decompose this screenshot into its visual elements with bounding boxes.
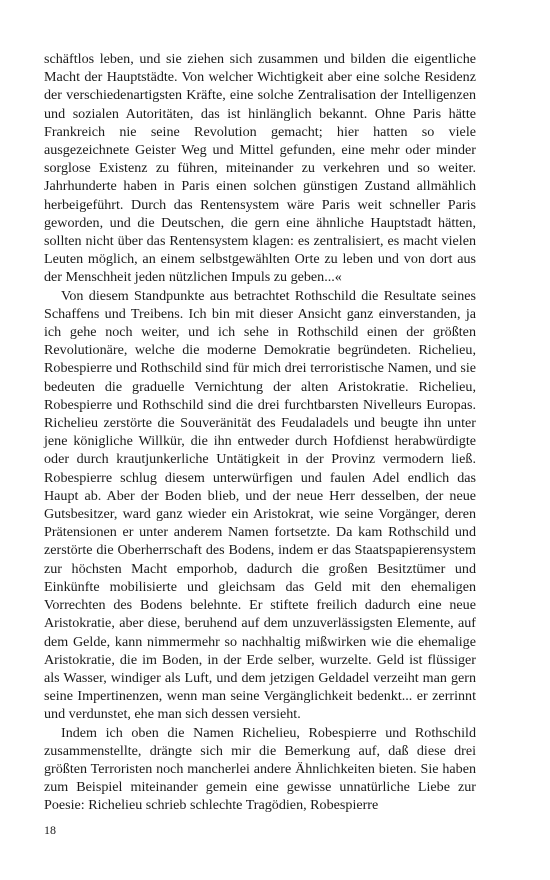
paragraph-three-terrorists: Indem ich oben die Namen Richelieu, Robespierre und Rothschild zusammenstellte, drängte sich mir die Bemerkung auf, daß diese drei größten Terroristen noch mancherlei andere Ähnlichkeiten bieten. Sie haben zum Beispiel miteinander gemein eine gewisse unnatürliche Liebe zur Poesie: Richelieu schrieb schlechte Tragödien, Robespierre (44, 724, 476, 814)
page-body (44, 50, 476, 815)
paragraph-rothschild-revolutionary: Von diesem Standpunkte aus betrachtet Rothschild die Resultate seines Schaffens und Treibens. Ich bin mit dieser Ansicht ganz einverstanden, ja ich gehe noch weiter, und ich sehe in Rothschild einen der größten Revolutionäre, welche die moderne Demokratie begründeten. Richelieu, Robespierre und Rothschild sind für mich drei terroristische Namen, und sie bedeuten die graduelle Vernichtung der alten Aristokratie. Richelieu, Robespierre und Rothschild sind die drei furchtbarsten Nivelleurs Europas. Richelieu zerstörte die Souveränität des Feudaladels und beugte ihn unter jene königliche Willkür, die ihn entweder durch Hofdienst herabwürdigte oder durch krautjunkerliche Untätigkeit in der Provinz vermodern ließ. Robespierre schlug diesem unterwürfigen und faulen Adel endlich das Haupt ab. Aber der Boden blieb, und der neue Herr desselben, der neue Gutsbesitzer, ward ganz wieder ein Aristokrat, wie seine Vorgänger, deren Prätensionen er unter anderem Namen fortsetzte. Da kam Rothschild und zerstörte die Oberherrschaft des Bodens, indem er das Staatspapierensystem zur höchsten Macht emporhob, dadurch die großen Besitztümer und Einkünfte mobilisierte und gleichsam das Geld mit den ehemaligen Vorrechten des Bodens belehnte. Er stiftete freilich dadurch eine neue Aristokratie, aber diese, beruhend auf dem unzuverlässigsten Elemente, auf dem Gelde, kann nimmermehr so nachhaltig mißwirken wie die ehemalige Aristokratie, die im Boden, in der Erde selber, wurzelte. Geld ist flüssiger als Wasser, windiger als Luft, und dem jetzigen Geldadel verzeiht man gern seine Impertinenzen, wenn man seine Vergänglichkeit bedenkt... er zerrinnt und verdunstet, ehe man sich dessen versieht. (44, 287, 476, 723)
page-number: 18 (44, 823, 56, 837)
paragraph-continued: schäftlos leben, und sie ziehen sich zusammen und bilden die eigentliche Macht der Hauptstädte. Von welcher Wichtigkeit aber eine solche Residenz der verschiedenartigsten Kräfte, eine solche Zentralisation der Intelligenzen und sozialen Autoritäten, das ist hinlänglich bekannt. Ohne Paris hätte Frankreich nie seine Revolution gemacht; hier hatten so viele ausgezeichnete Geister Weg und Mittel gefunden, eine mehr oder minder sorglose Existenz zu führen, miteinander zu verkehren und so weiter. Jahrhunderte haben in Paris einen solchen günstigen Zustand allmählich herbeigeführt. Durch das Rentensystem wäre Paris weit schneller Paris geworden, und die Deutschen, die gern eine ähnliche Hauptstadt hätten, sollten nicht über das Rentensystem klagen: es zentralisiert, es macht vielen Leuten möglich, an einem selbstgewählten Orte zu leben und von dort aus der Menschheit jeden nützlichen Impuls zu geben...« (44, 51, 476, 286)
